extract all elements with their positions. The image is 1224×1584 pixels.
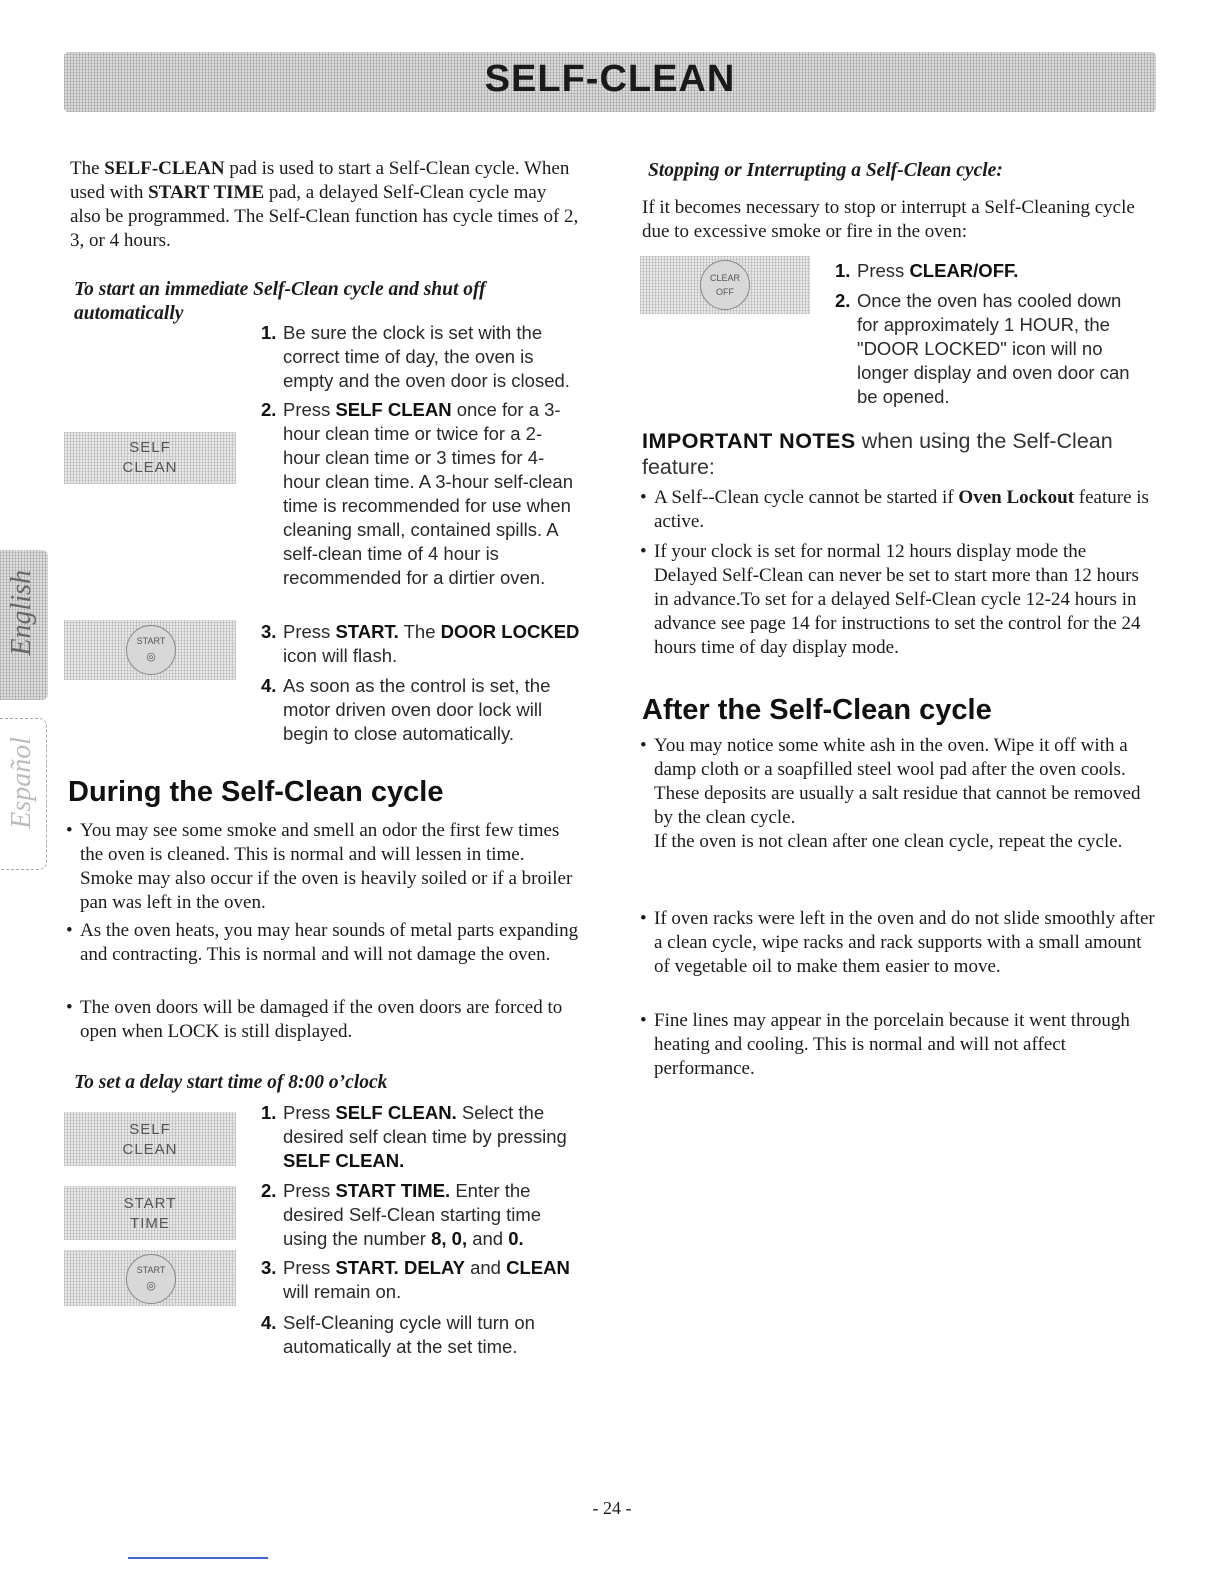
immediate-step-3: 3. Press START. The DOOR LOCKED icon will flash. <box>261 621 580 666</box>
start-button-icon-2: START ◎ <box>126 1254 176 1304</box>
stopping-heading: Stopping or Interrupting a Self-Clean cycle: <box>648 160 1003 181</box>
delay-heading: To set a delay start time of 8:00 o’clock <box>74 1072 388 1093</box>
start-pad-image <box>64 620 236 680</box>
language-tab-espanol[interactable] <box>0 718 47 870</box>
important-bullet-1: • A Self--Clean cycle cannot be started if Oven Lockout feature is active. <box>640 487 1149 532</box>
start-pad-image-2 <box>64 1250 236 1306</box>
delay-step-1: 1. Press SELF CLEAN. Select the desired self clean time by pressing SELF CLEAN. <box>261 1102 567 1171</box>
important-notes-heading: IMPORTANT NOTES when using the Self-Clean feature: <box>642 429 1113 479</box>
english-tab-label: English <box>6 570 37 656</box>
after-bullet-2: • If oven racks were left in the oven and do not slide smoothly after a clean cycle, wipe racks and rack supports with a small amount of vegetable oil to make them easier to move. <box>640 908 1155 977</box>
immediate-step-1: 1. Be sure the clock is set with the correct time of day, the oven is empty and the oven door is closed. <box>261 322 570 391</box>
during-heading: During the Self-Clean cycle <box>68 776 444 808</box>
language-tab-english[interactable] <box>0 550 48 700</box>
during-bullet-1: • You may see some smoke and smell an odor the first few times the oven is cleaned. This is normal and will lessen in time. Smoke may also occur if the oven is heavily soiled or if a broiler pan was left in the oven. <box>66 820 573 913</box>
page-title: SELF-CLEAN <box>484 58 736 100</box>
stopping-step-1: 1. Press CLEAR/OFF. <box>835 260 1019 281</box>
delay-step-2: 2. Press START TIME. Enter the desired Self-Clean starting time using the number 8, 0, and 0. <box>261 1180 542 1249</box>
intro-paragraph: The SELF-CLEAN pad is used to start a Self-Clean cycle. When used with START TIME pad, a delayed Self-Clean cycle may also be programmed. The Self-Clean function has cycle times of 2, 3, or 4 hours. <box>70 158 579 251</box>
clear-off-button-icon: CLEAR OFF <box>700 260 750 310</box>
immediate-heading: To start an immediate Self-Clean cycle and shut off automatically <box>74 279 486 324</box>
immediate-step-4: 4. As soon as the control is set, the motor driven oven door lock will begin to close automatically. <box>261 675 551 744</box>
during-bullet-2: • As the oven heats, you may hear sounds of metal parts expanding and contracting. This is normal and will not damage the oven. <box>66 920 579 965</box>
footer-rule <box>128 1557 268 1559</box>
espanol-tab-label: Español <box>6 737 37 829</box>
important-bullet-2: • If your clock is set for normal 12 hours display mode the Delayed Self-Clean can never be set to start more than 12 hours in advance.To set for a delayed Self-Clean cycle 12-24 hours in advance see page 14 for instructions to set the control for the 24 hours time of day display mode. <box>640 541 1141 658</box>
immediate-step-2: 2. Press SELF CLEAN once for a 3-hour clean time or twice for a 2-hour clean time or 3 times for 4-hour clean time. A 3-hour self-clean time is recommended for use when cleaning small, contained spills. A self-clean time of 4 hour is recommended for a dirtier oven. <box>261 399 573 588</box>
start-button-icon: START ◎ <box>126 625 176 675</box>
page-number: - 24 - <box>592 1498 632 1518</box>
during-bullet-3: • The oven doors will be damaged if the oven doors are forced to open when LOCK is still displayed. <box>66 997 563 1042</box>
stopping-step-2: 2. Once the oven has cooled down for approximately 1 HOUR, the "DOOR LOCKED" icon will no longer display and oven door can be opened. <box>835 290 1130 407</box>
self-clean-pad-image: SELF CLEAN <box>64 432 236 484</box>
clear-off-pad-image <box>640 256 810 314</box>
delay-step-4: 4. Self-Cleaning cycle will turn on automatically at the set time. <box>261 1312 535 1357</box>
start-time-pad-image: START TIME <box>64 1186 236 1240</box>
header-banner <box>64 52 1156 112</box>
stopping-intro: If it becomes necessary to stop or interrupt a Self-Cleaning cycle due to excessive smoke or fire in the oven: <box>642 197 1135 242</box>
self-clean-pad-image-2: SELF CLEAN <box>64 1112 236 1166</box>
delay-step-3: 3. Press START. DELAY and CLEAN will remain on. <box>261 1257 570 1302</box>
after-bullet-1: • You may notice some white ash in the oven. Wipe it off with a damp cloth or a soapfilled steel wool pad after the oven cools. These deposits are usually a salt residue that cannot be removed by the clean cycle. If the oven is not clean after one clean cycle, repeat the cycle. <box>640 735 1141 852</box>
after-heading: After the Self-Clean cycle <box>642 694 992 726</box>
after-bullet-3: • Fine lines may appear in the porcelain because it went through heating and cooling. This is normal and will not affect performance. <box>640 1010 1130 1079</box>
